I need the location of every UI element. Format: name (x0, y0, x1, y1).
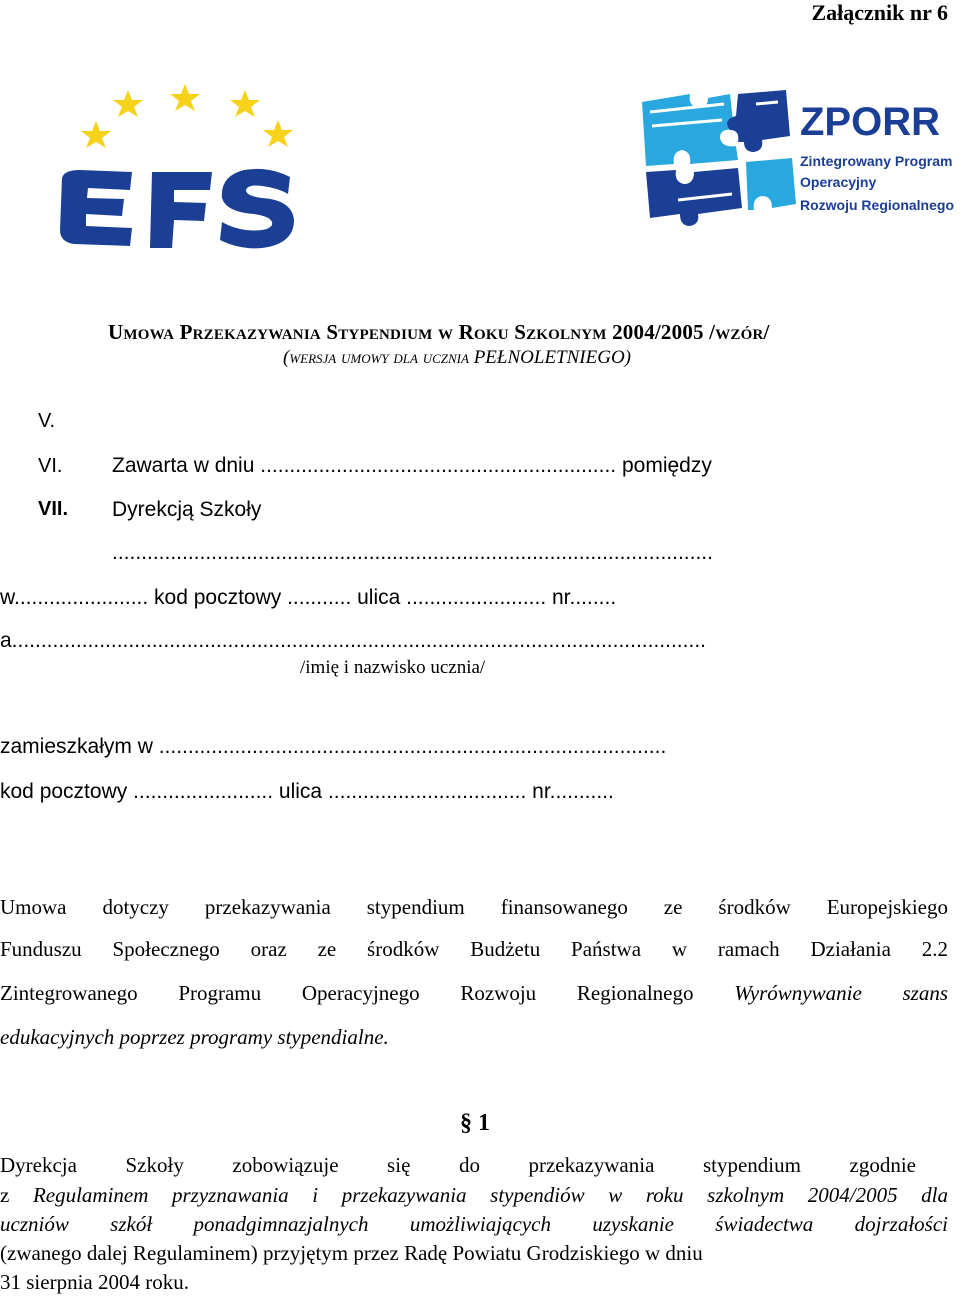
section-1-line-3-italic: uczniów szkół ponadgimnazjalnych umożliwiających uzyskanie świadectwa dojrzałości (0, 1212, 948, 1236)
puzzle-pieces-logo-icon (638, 90, 958, 240)
paragraph-1-line-2: Funduszu Społecznego oraz ze środków Budżetu Państwa w ramach Działania 2.2 (0, 937, 948, 961)
list-marker-v: V. (38, 410, 56, 432)
residence-line: zamieszkałym w ....................................................................................... (0, 735, 667, 758)
school-directorate-line: Dyrekcją Szkoły (112, 498, 262, 521)
list-marker-vi: VI. (38, 455, 63, 477)
section-1-line-3 (0, 1212, 948, 1237)
zporr-wordmark: ZPORR (800, 100, 940, 144)
paragraph-1-line-3 (0, 981, 948, 1006)
section-1-line-2 (0, 1183, 948, 1208)
school-name-dots: ....................................................................................................... (112, 541, 713, 564)
document-subtitle: (wersja umowy dla ucznia PEŁNOLETNIEGO) (283, 347, 631, 368)
zporr-caption-2: Operacyjny (800, 174, 877, 190)
paragraph-1-line-3-italic: Wyrównywanie szans (734, 981, 949, 1005)
paragraph-1-line-1: Umowa dotyczy przekazywania stypendium finansowanego ze środków Europejskiego (0, 895, 948, 919)
section-1-line-1: Dyrekcja Szkoły zobowiązuje się do przekazywania stypendium zgodnie (0, 1153, 916, 1177)
student-name-line: a....................................................................................................................... (0, 629, 706, 652)
list-marker-vii: VII. (38, 498, 69, 520)
star-icon (113, 90, 143, 117)
paragraph-1-line-4-italic: edukacyjnych poprzez programy stypendialne. (0, 1025, 389, 1049)
attachment-label: Załącznik nr 6 (811, 0, 948, 25)
zporr-caption-1: Zintegrowany Program (800, 153, 953, 169)
star-icon (263, 120, 293, 147)
zporr-logo (638, 90, 958, 240)
puzzle-pieces (642, 90, 796, 226)
contract-date-line: Zawarta w dniu ............................................................. pomiędzy (112, 454, 712, 477)
star-icon (230, 90, 260, 117)
efs-logo (40, 80, 320, 255)
section-1-line-2-plain: z (0, 1183, 10, 1207)
efs-letters (60, 169, 294, 248)
efs-stars-logo-icon (40, 80, 320, 255)
student-name-caption: /imię i nazwisko ucznia/ (300, 657, 486, 678)
paragraph-1-line-3-plain: Zintegrowanego Programu Operacyjnego Rozwoju Regionalnego (0, 981, 694, 1005)
star-icon (81, 121, 111, 148)
star-icon (170, 84, 200, 111)
school-address-line: w....................... kod pocztowy ........... ulica ........................ nr........ (0, 586, 617, 609)
zporr-caption-3: Rozwoju Regionalnego (800, 197, 954, 213)
paragraph-1-line-4 (0, 1025, 948, 1050)
document-title: Umowa Przekazywania Stypendium w Roku Szkolnym 2004/2005 /wzór/ (108, 320, 770, 344)
section-1-line-2-italic: Regulaminem przyznawania i przekazywania stypendiów w roku szkolnym 2004/2005 dla (32, 1183, 949, 1207)
star-ring (81, 84, 293, 148)
section-1-line-5: 31 sierpnia 2004 roku. (0, 1270, 189, 1294)
section-1-line-4: (zwanego dalej Regulaminem) przyjętym przez Radę Powiatu Grodziskiego w dniu (0, 1241, 703, 1265)
section-1-heading: § 1 (460, 1110, 490, 1136)
residence-address-line: kod pocztowy ........................ ulica .................................. nr........... (0, 780, 614, 803)
